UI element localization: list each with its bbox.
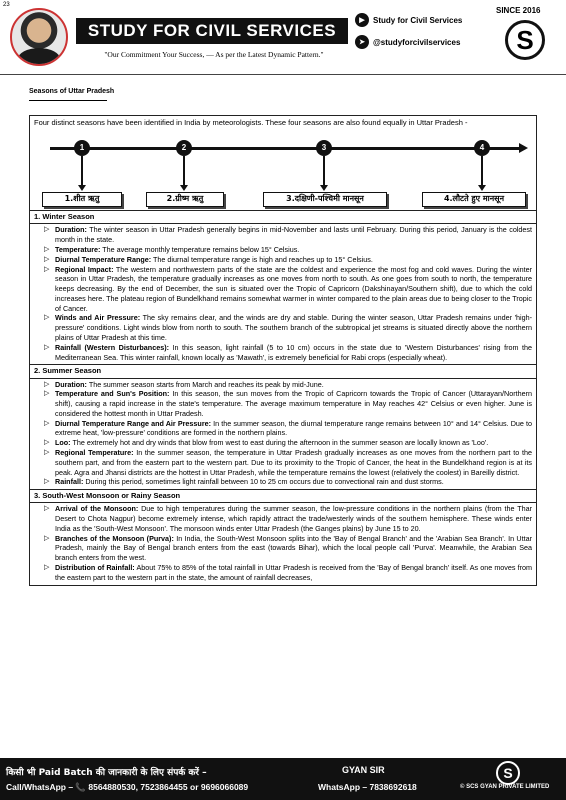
- intro-text: Four distinct seasons have been identified in India by meteorologists. These four seasons are also found equally in Uttar Pradesh -: [34, 118, 468, 127]
- list-item: ▷ Diurnal Temperature Range and Air Pressure: In the summer season, the diurnal temperature range remains between 10° and 14° Celsius. Due to extreme heat, 'low-pressure' conditions are formed in the northern plains.: [34, 419, 532, 439]
- season-point-3: 3: [316, 140, 332, 156]
- footer-company: © SCS GYAN PRIVATE LIMITED: [460, 784, 550, 790]
- season-label-4: 4.लौटते हुए मानसून: [422, 192, 526, 207]
- season-point-2: 2: [176, 140, 192, 156]
- list-item: ▷ Loo: The extremely hot and dry winds that blow from west to east during the afternoon in the summer season are locally known as 'Loo'.: [34, 438, 532, 448]
- page-header: [0, 0, 566, 76]
- section-heading-summer: 2. Summer Season: [30, 365, 536, 378]
- footer-whatsapp[interactable]: WhatsApp – 7838692618: [318, 782, 417, 792]
- list-item: ▷ Arrival of the Monsoon: Due to high temperatures during the summer season, the low-pressure conditions in the northern plains (from the Thar Desert to Chota Nagpur) become extremely intense, which rapidly attract the trade/westerly winds of the southern hemisphere. These winds enter India as the 'South-West Monsoon'. The monsoon winds enter Uttar Pradesh (the Ganges plains) by June 15 to 20.: [34, 504, 532, 533]
- page-number: 23: [3, 2, 10, 8]
- list-item: ▷ Rainfall: During this period, sometimes light rainfall between 10 to 25 cm occurs due to convectional rain and dust storms.: [34, 477, 532, 487]
- section-underline: [29, 100, 107, 101]
- season-stem-3: [323, 156, 325, 186]
- section-body-summer: [30, 379, 536, 491]
- list-item: ▷ Diurnal Temperature Range: The diurnal temperature range is high and reaches up to 15° Celsius.: [34, 255, 532, 265]
- season-point-1: 1: [74, 140, 90, 156]
- footer-phone-numbers[interactable]: Call/WhatsApp – 📞 8564880530, 7523864455 or 9696066089: [6, 782, 249, 792]
- season-label-2: 2.ग्रीष्म ऋतु: [146, 192, 224, 207]
- list-item: ▷ Regional Impact: The western and northwestern parts of the state are the coldest and experience the most fog and cold waves. During the winter season in Uttar Pradesh, the temperature gradually increases as one moves from north to south. As one goes from south to north, the temperature keeps decreasing. By the end of December, the sun is situated over the Tropic of Capricorn (Dakshinayan/Southern shift), due to which the cold increases here. The plateau region of Bundelkhand remains somewhat warmer in winter compared to the plain areas due to being closer to the Tropic of Cancer.: [34, 265, 532, 314]
- telegram-label: @studyforcivilservices: [373, 37, 461, 47]
- brand-banner: STUDY FOR CIVIL SERVICES: [76, 18, 348, 44]
- season-label-1: 1.शीत ऋतु: [42, 192, 122, 207]
- seasons-diagram: [30, 130, 536, 211]
- section-heading-winter: 1. Winter Season: [30, 211, 536, 224]
- content-box: [29, 115, 537, 586]
- list-item: ▷ Branches of the Monsoon (Purva): In India, the South-West Monsoon splits into the 'Bay of Bengal Branch' and the 'Arabian Sea Branch'. In Uttar Pradesh, mainly the Bay of Bengal branch enters from the east (towards Bihar), which the local people call 'Purva'. Meanwhile, the Arabian Sea branch enters from the west.: [34, 534, 532, 563]
- section-title: Seasons of Uttar Pradesh: [29, 88, 115, 95]
- list-item: ▷ Distribution of Rainfall: About 75% to 85% of the total rainfall in Uttar Pradesh is received from the 'Bay of Bengal branch' itself. As one moves from the eastern part to the western part in the state, the amount of rainfall decreases,: [34, 563, 532, 583]
- since-label: SINCE 2016: [496, 6, 541, 15]
- season-label-3: 3.दक्षिणी-पश्चिमी मानसून: [263, 192, 387, 207]
- list-item: ▷ Duration: The winter season in Uttar Pradesh generally begins in mid-November and lasts until February. During this period, January is the coldest month in the state.: [34, 225, 532, 245]
- list-item: ▷ Rainfall (Western Disturbances): In this season, light rainfall (5 to 10 cm) occurs in the state due to 'Western Disturbances' rising from the Mediterranean Sea. This winter rainfall, known locally as 'Mawath', is extremely beneficial for Rabi crops (especially wheat).: [34, 343, 532, 363]
- footer-contact-heading: किसी भी Paid Batch की जानकारी के लिए संपर्क करें –: [6, 768, 207, 778]
- list-item: ▷ Temperature and Sun's Position: In this season, the sun moves from the Tropic of Capricorn towards the Tropic of Cancer (Uttarayan/Northern shift), causing a rapid increase in the state's temperature. The average maximum temperature in May reaches 42° Celsius or even higher. June is considered the hottest month in Uttar Pradesh.: [34, 389, 532, 418]
- youtube-label: Study for Civil Services: [373, 15, 463, 25]
- header-divider: [0, 74, 566, 75]
- section-heading-monsoon: 3. South-West Monsoon or Rainy Season: [30, 490, 536, 503]
- author-photo: [10, 8, 68, 66]
- page-footer: [0, 758, 566, 800]
- section-body-winter: [30, 224, 536, 365]
- season-stem-1: [81, 156, 83, 186]
- footer-logo: S: [496, 761, 520, 785]
- brand-logo: S: [505, 20, 545, 60]
- season-stem-4: [481, 156, 483, 186]
- timeline-arrow: [50, 147, 520, 150]
- list-item: ▷ Duration: The summer season starts from March and reaches its peak by mid-June.: [34, 380, 532, 390]
- list-item: ▷ Regional Temperature: In the summer season, the temperature in Uttar Pradesh gradually increases as one moves from the northern part to the southern part, and from the eastern part to the western part. Due to its proximity to the Tropic of Cancer, the heat in the Bundelkhand region is at its peak. Agra and Jhansi districts are the hottest in Uttar Pradesh, while the temperature remains the lowest (relatively the coolest) in Bareilly district.: [34, 448, 532, 477]
- tagline: "Our Commitment Your Success, — As per the Latest Dynamic Pattern.": [104, 50, 324, 59]
- youtube-icon: ▶: [355, 13, 369, 27]
- list-item: ▷ Temperature: The average monthly temperature remains below 15° Celsius.: [34, 245, 532, 255]
- season-point-4: 4: [474, 140, 490, 156]
- telegram-icon: ➤: [355, 35, 369, 49]
- footer-teacher-name: GYAN SIR: [342, 765, 385, 775]
- list-item: ▷ Winds and Air Pressure: The sky remains clear, and the winds are dry and stable. During the winter season, Uttar Pradesh remains under 'high-pressure' conditions. Light winds blow from north to south. The southern branch of the subtropical jet streams is situated directly above the northern plains of Uttar Pradesh at this time.: [34, 313, 532, 342]
- youtube-link[interactable]: [355, 13, 462, 27]
- telegram-link[interactable]: [355, 35, 460, 49]
- season-stem-2: [183, 156, 185, 186]
- section-body-monsoon: [30, 503, 536, 584]
